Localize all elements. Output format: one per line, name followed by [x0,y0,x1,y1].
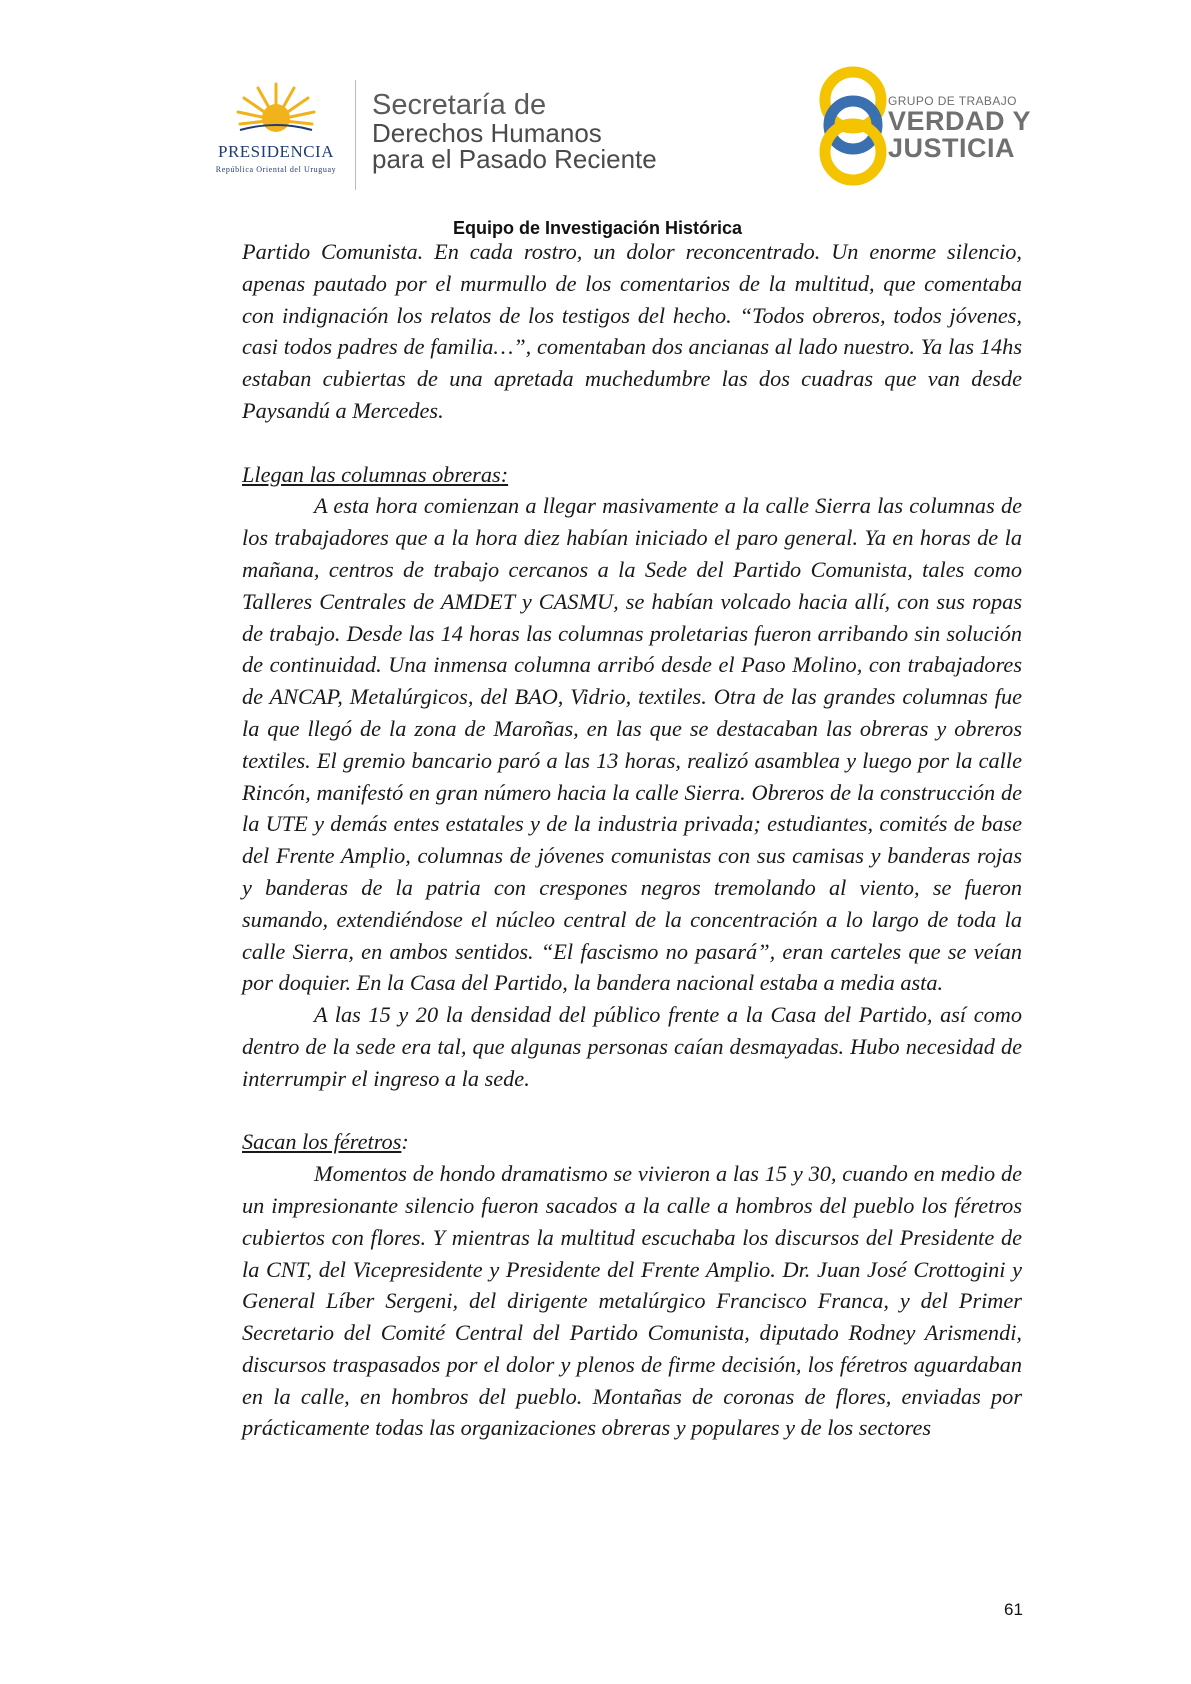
heading-columnas: Llegan las columnas obreras: [242,461,509,487]
secretaria-line2: Derechos Humanos [372,118,602,148]
paragraph-4: Momentos de hondo dramatismo se vivieron a las 15 y 30, cuando en medio de un impresionante silencio fueron sacados a la calle a hombros del pueblo los féretros cubiertos con flores. Y mientras la multitud escuchaba los discursos del Presidente de la CNT, del Vicepresidente y Presidente del Frente Amplio. Dr. Juan José Crottogini y General Líber Sergeni, del dirigente metalúrgico Francisco Franca, y del Primer Secretario del Comité Central del Partido Comunista, diputado Rodney Arismendi, discursos traspasados por el dolor y plenos de firme decisión, los féretros aguardaban en la calle, en hombros del pueblo. Montañas de coronas de flores, enviadas por prácticamente todas las organizaciones obreras y populares y de los sectores [242,1161,1022,1441]
secretaria-line3: para el Pasado Reciente [372,144,657,174]
paragraph-1: Partido Comunista. En cada rostro, un dolor reconcentrado. Un enorme silencio, apenas pautado por el murmullo de los comentarios de la multitud, que comentaba con indignación los relatos de los testigos del hecho. “Todos obreros, todos jóvenes, casi todos padres de familia…”, comentaban dos ancianas al lado nuestro. Ya las 14hs estaban cubiertas de una apretada muchedumbre las dos cuadras que van desde Paysandú a Mercedes. [242,239,1022,423]
grupo-line2: VERDAD Y [888,106,1032,136]
section-heading-2 [242,1126,1022,1158]
paragraph-gap [242,427,1022,459]
secretaria-title [372,90,657,173]
paragraph-gap [242,1095,1022,1127]
paragraph-3: A las 15 y 20 la densidad del público frente a la Casa del Partido, así como dentro de la sede era tal, que algunas personas caían desmayadas. Hubo necesidad de interrumpir el ingreso a la sede. [242,1002,1022,1091]
section-heading-1 [242,459,1022,491]
secretaria-line1: Secretaría de [372,89,547,121]
header-divider [355,80,356,190]
verdad-justicia-text [888,94,1031,162]
team-title-text: Equipo de Investigación Histórica [452,218,743,238]
verdad-justicia-rings-icon [808,62,898,188]
grupo-line1: GRUPO DE TRABAJO [888,94,1017,108]
sun-emblem-icon [236,80,316,140]
heading-feretros: Sacan los féretros [242,1129,402,1155]
presidencia-logo [196,80,356,190]
paragraph-2: A esta hora comienzan a llegar masivamente a la calle Sierra las columnas de los trabajadores que a la hora diez habían iniciado el paro general. Ya en horas de la mañana, centros de trabajo cercanos a la Sede del Partido Comunista, tales como Talleres Centrales de AMDET y CASMU, se habían volcado hacia allí, con sus ropas de trabajo. Desde las 14 horas las columnas proletarias fueron arribando sin solución de continuidad. Una inmensa columna arribó desde el Paso Molino, con trabajadores de ANCAP, Metalúrgicos, del BAO, Vidrio, textiles. Otra de las grandes columnas fue la que llegó de la zona de Maroñas, en las que se destacaban las obreras y obreros textiles. El gremio bancario paró a las 13 horas, realizó asamblea y luego por la calle Rincón, manifestó en gran número hacia la calle Sierra. Obreros de la construcción de la UTE y demás entes estatales y de la industria privada; estudiantes, comités de base del Frente Amplio, columnas de jóvenes comunistas con sus camisas y banderas rojas y banderas de la patria con crespones negros tremolando al viento, se fueron sumando, extendiéndose el núcleo central de la concentración a lo largo de toda la calle Sierra, en ambos sentidos. “El fascismo no pasará”, eran carteles que se veían por doquier. En la Casa del Partido, la bandera nacional estaba a media asta. [242,493,1022,996]
page-number: 61 [1004,1600,1023,1619]
document-body [242,236,1022,1444]
grupo-line3: JUSTICIA [888,133,1016,163]
heading-feretros-colon: : [401,1129,409,1155]
presidencia-name: PRESIDENCIA [217,142,334,161]
presidencia-subtitle: República Oriental del Uruguay [215,165,337,174]
